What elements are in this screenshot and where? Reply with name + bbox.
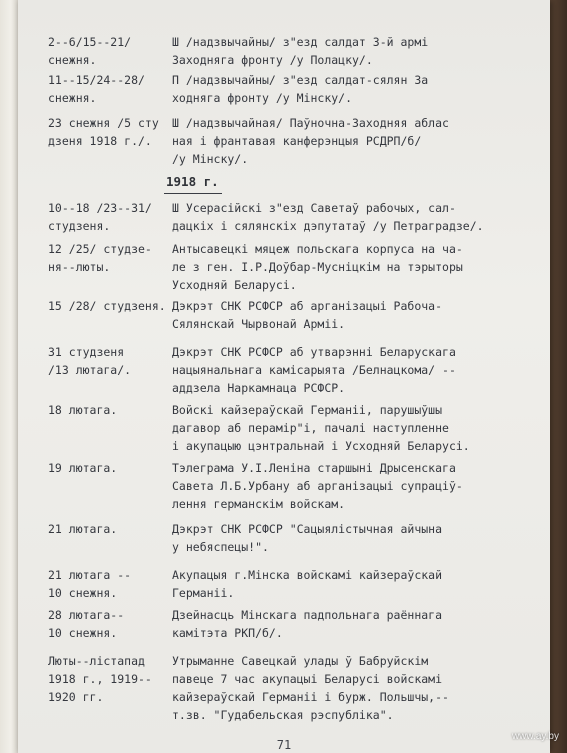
entry-date: 11--15/24--28/ снежня. (48, 73, 145, 105)
adjacent-page-edge (0, 0, 18, 753)
entry-date: 28 лютага-- 10 снежня. (48, 608, 125, 640)
entry-date: 18 лютага. (48, 403, 118, 417)
entry-date: 23 снежня /5 сту дзеня 1918 г./. (48, 116, 159, 148)
entry-date: 21 лютага. (48, 522, 118, 536)
entry-date: 19 лютага. (48, 461, 118, 475)
entry-event: Тэлеграма У.І.Леніна старшыні Дрысенскага Савета Л.Б.Урбану аб арганізацыі супраціў- лення германскім войскам. (172, 461, 463, 511)
entry-date: 12 /25/ студзе- ня--люты. (48, 242, 152, 274)
entry-date: 2--6/15--21/ снежня. (48, 35, 132, 67)
entry-date: 10--18 /23--31/ студзеня. (48, 201, 152, 233)
entry-event: Войскі кайзераўскай Германіі, парушыўшы дагавор аб перамір"і, пачалі наступленне і акупацыю цэнтральнай і Усходняй Беларусі. (172, 403, 470, 453)
entry-event: Ш Усерасійскі з"езд Саветаў рабочых, сал- дацкіх і сялянскіх дэпутатаў /у Петраградзе/. (172, 201, 484, 233)
entry-event: Антысавецкі мяцеж польскага корпуса на ча- ле з ген. І.Р.Доўбар-Мусніцкім на тэрыторы Усходняй Беларусі. (172, 242, 463, 292)
document-page (18, 0, 550, 753)
page-number: 71 (276, 738, 292, 752)
entry-date: Люты--лістапад 1918 г., 1919-- 1920 гг. (48, 654, 152, 704)
entry-event: Ш /надзвычайная/ Паўночна-Заходняя аблас ная і франтавая канферэнцыя РСДРП/б/ /у Мінску/. (172, 116, 449, 166)
watermark: www.ay.by (511, 731, 559, 742)
table-surface (550, 0, 567, 753)
entry-event: Утрыманне Савецкай улады ў Бабруйскім павеце 7 час акупацыі Беларусі войскамі кайзераўскай Германіі і бурж. Польшчы,-- т.зв. "Гудабельская рэспубліка". (172, 654, 449, 722)
entry-event: Дэкрэт СНК РСФСР аб арганізацыі Рабоча- Сялянскай Чырвонай Арміі. (172, 299, 443, 331)
entry-event: Акупацыя г.Мінска войскамі кайзераўскай Германіі. (172, 568, 443, 600)
entry-date: 15 /28/ студзеня. (48, 299, 166, 313)
year-heading: 1918 г. (166, 174, 219, 189)
entry-event: П /надзвычайны/ з"езд салдат-сялян За ходняга фронту /у Мінску/. (172, 73, 429, 105)
entry-event: Дзейнасць Мінскага падпольнага раённага камітэта РКП/б/. (172, 608, 443, 640)
entry-event: Дэкрэт СНК РСФСР аб утварэнні Беларускага нацыянальнага камісарыята /Белнацкома/ -- аддзела Наркамнаца РСФСР. (172, 345, 456, 395)
entry-date: 21 лютага -- 10 снежня. (48, 568, 132, 600)
entry-event: Ш /надзвычайны/ з"езд салдат 3-й армі Заходняга фронту /у Полацку/. (172, 35, 429, 67)
entry-date: 31 студзеня /13 лютага/. (48, 345, 132, 377)
entry-event: Дэкрэт СНК РСФСР "Сацыялістычная айчына у небяспецы!". (172, 522, 443, 554)
year-heading-underline (164, 193, 222, 194)
